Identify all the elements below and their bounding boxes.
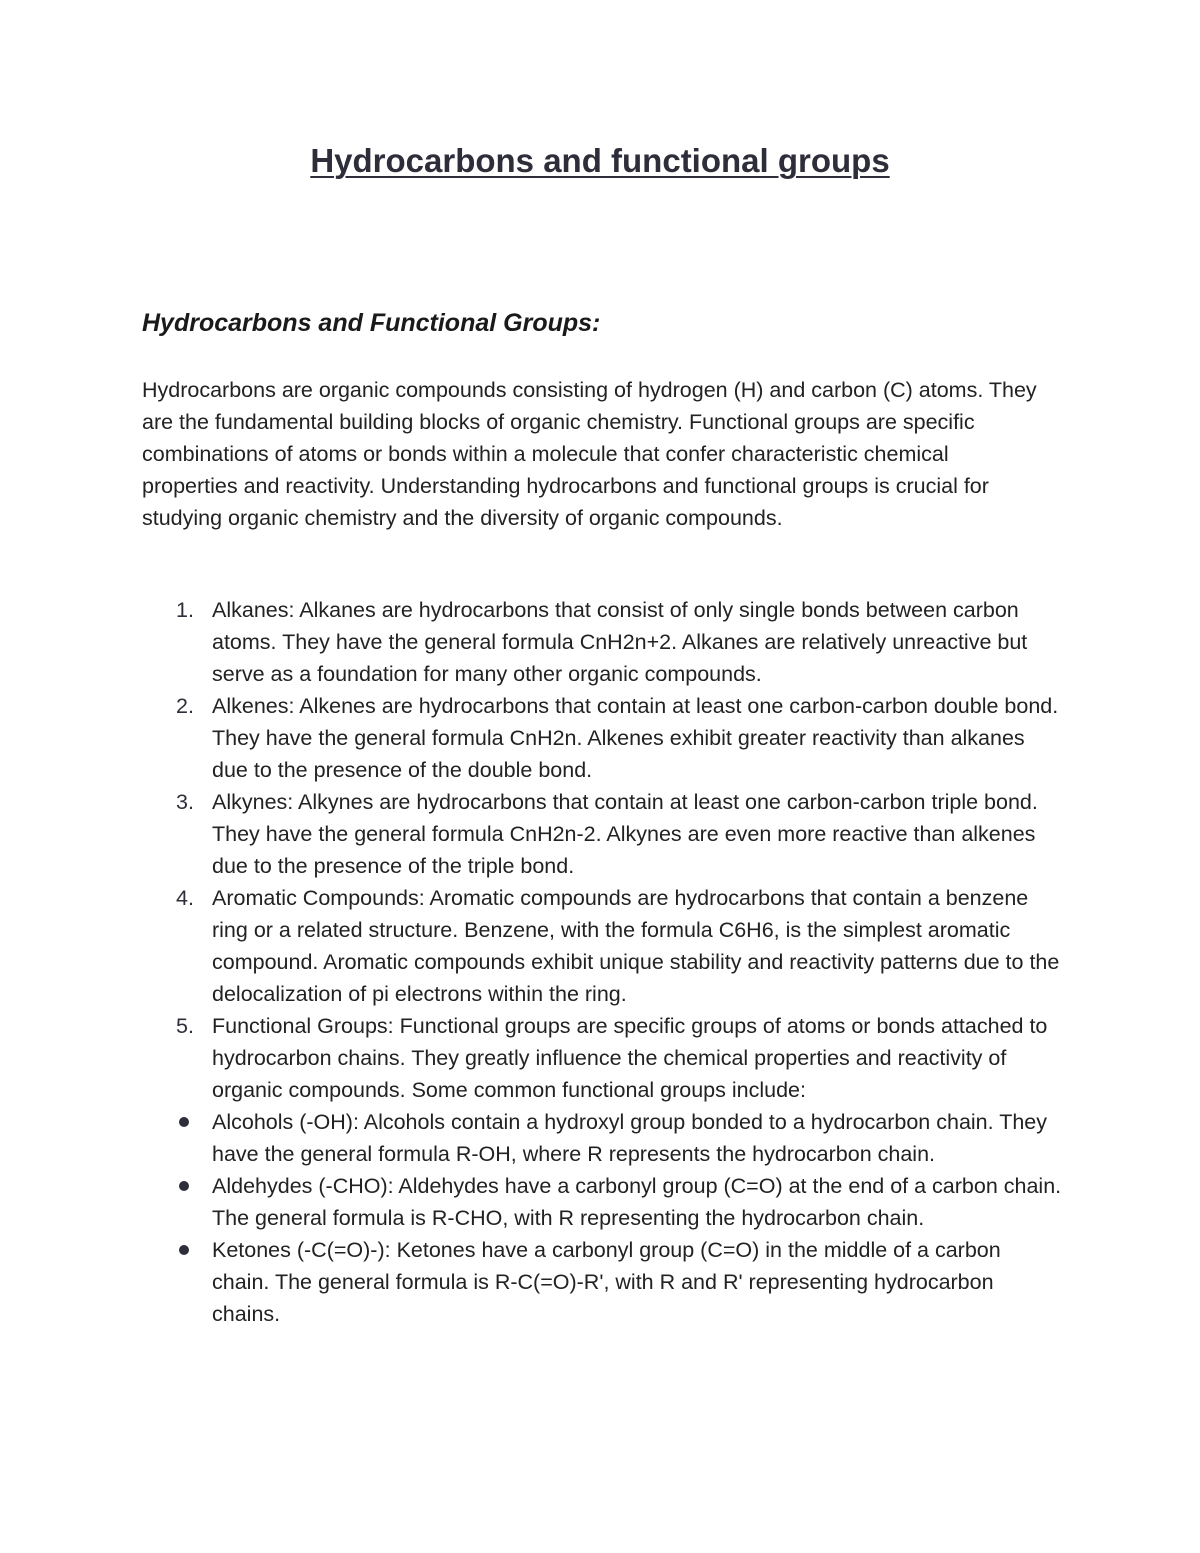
content-list bbox=[142, 594, 1062, 1330]
numbered-item-2 bbox=[142, 690, 1062, 786]
bullet-icon bbox=[179, 1181, 189, 1191]
intro-paragraph: Hydrocarbons are organic compounds consisting of hydrogen (H) and carbon (C) atoms. They are the fundamental building blocks of organic chemistry. Functional groups are specific combinations of atoms or bonds within a molecule that confer characteristic chemical properties and reactivity. Understanding hydrocarbons and functional groups is crucial for studying organic chemistry and the diversity of organic compounds. bbox=[142, 378, 1037, 530]
list-item-text: Alkanes: Alkanes are hydrocarbons that consist of only single bonds between carbon atoms. They have the general formula CnH2n+2. Alkanes are relatively unreactive but serve as a foundation for many other organic compounds. bbox=[212, 598, 1028, 686]
list-item-text: Alcohols (-OH): Alcohols contain a hydroxyl group bonded to a hydrocarbon chain. They have the general formula R-OH, where R represents the hydrocarbon chain. bbox=[212, 1110, 1047, 1166]
bullet-icon bbox=[179, 1117, 189, 1127]
list-item-text: Ketones (-C(=O)-): Ketones have a carbonyl group (C=O) in the middle of a carbon chain. The general formula is R-C(=O)-R', with R and R' representing hydrocarbon chains. bbox=[212, 1238, 1001, 1326]
list-item-text: Aromatic Compounds: Aromatic compounds are hydrocarbons that contain a benzene ring or a related structure. Benzene, with the formula C6H6, is the simplest aromatic compound. Aromatic compounds exhibit unique stability and reactivity patterns due to the delocalization of pi electrons within the ring. bbox=[212, 886, 1060, 1006]
list-number: 4. bbox=[176, 886, 194, 910]
list-number: 1. bbox=[176, 598, 194, 622]
bullet-item-alcohols bbox=[142, 1106, 1062, 1170]
list-item-text: Functional Groups: Functional groups are specific groups of atoms or bonds attached to hydrocarbon chains. They greatly influence the chemical properties and reactivity of organic compounds. Some common functional groups include: bbox=[212, 1014, 1048, 1102]
bullet-item-ketones bbox=[142, 1234, 1062, 1330]
list-number: 2. bbox=[176, 694, 194, 718]
numbered-item-1 bbox=[142, 594, 1062, 690]
list-number: 3. bbox=[176, 790, 194, 814]
numbered-item-5 bbox=[142, 1010, 1062, 1106]
numbered-item-4 bbox=[142, 882, 1062, 1010]
bullet-item-aldehydes bbox=[142, 1170, 1062, 1234]
list-item-text: Alkenes: Alkenes are hydrocarbons that contain at least one carbon-carbon double bond. They have the general formula CnH2n. Alkenes exhibit greater reactivity than alkanes due to the presence of the double bond. bbox=[212, 694, 1059, 782]
numbered-item-3 bbox=[142, 786, 1062, 882]
bullet-icon bbox=[179, 1245, 189, 1255]
document-title: Hydrocarbons and functional groups bbox=[310, 142, 890, 179]
section-heading: Hydrocarbons and Functional Groups: bbox=[142, 309, 601, 337]
list-item-text: Alkynes: Alkynes are hydrocarbons that contain at least one carbon-carbon triple bond. They have the general formula CnH2n-2. Alkynes are even more reactive than alkenes due to the presence of the triple bond. bbox=[212, 790, 1038, 878]
list-number: 5. bbox=[176, 1014, 194, 1038]
list-item-text: Aldehydes (-CHO): Aldehydes have a carbonyl group (C=O) at the end of a carbon chain. The general formula is R-CHO, with R representing the hydrocarbon chain. bbox=[212, 1174, 1062, 1230]
